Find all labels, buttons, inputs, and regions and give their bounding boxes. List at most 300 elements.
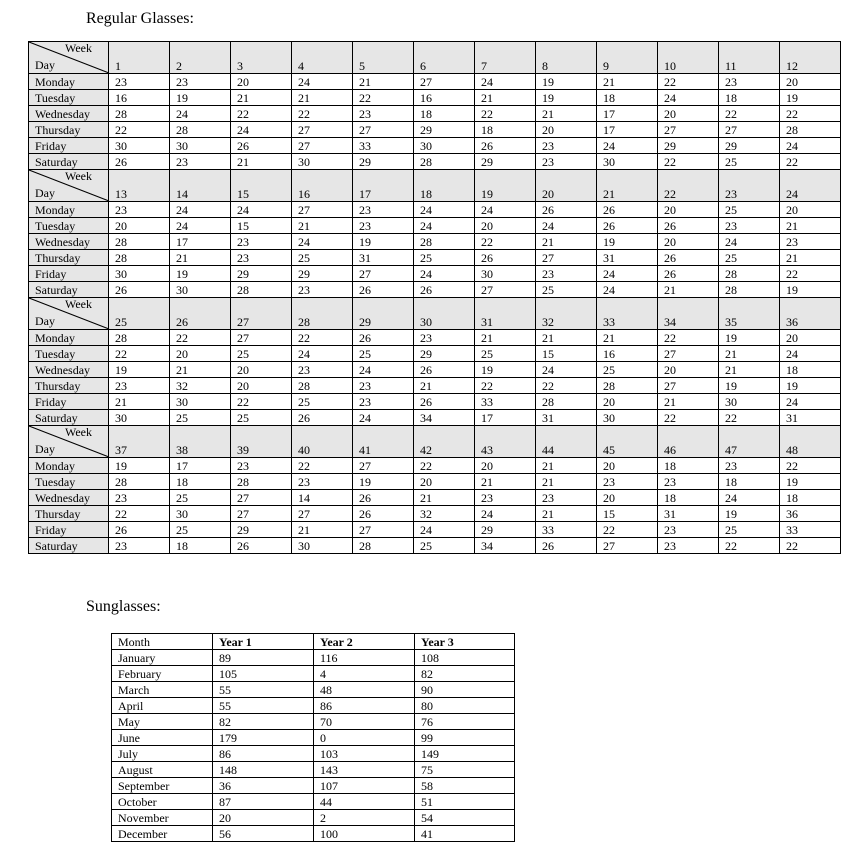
sales-value: 28 [109,330,170,346]
sales-value: 18 [597,90,658,106]
sales-value: 24 [231,202,292,218]
week-number: 16 [292,170,353,202]
sales-value: 29 [719,138,780,154]
sales-value: 23 [109,202,170,218]
sales-value: 28 [109,250,170,266]
sales-value: 30 [292,154,353,170]
sales-value: 27 [719,122,780,138]
day-name: Thursday [29,506,109,522]
sales-value: 18 [719,474,780,490]
day-name: Friday [29,394,109,410]
month-row [112,682,515,698]
week-number: 40 [292,426,353,458]
sales-value: 26 [658,266,719,282]
sales-value: 26 [475,250,536,266]
week-number: 11 [719,42,780,74]
sales-value: 23 [658,474,719,490]
sales-value: 21 [536,458,597,474]
week-number: 7 [475,42,536,74]
sales-value: 29 [475,522,536,538]
sales-value: 20 [475,458,536,474]
sales-value: 24 [536,218,597,234]
sales-value: 25 [719,522,780,538]
sales-value: 26 [353,490,414,506]
sales-value: 18 [780,490,841,506]
sales-value: 19 [780,474,841,490]
sales-value: 22 [780,538,841,554]
sales-value: 21 [536,106,597,122]
week-number: 29 [353,298,414,330]
sales-value: 23 [109,538,170,554]
sales-value: 23 [231,250,292,266]
sales-value: 25 [719,250,780,266]
sales-value: 24 [597,138,658,154]
sales-value: 22 [719,538,780,554]
week-day-corner-cell [29,298,109,330]
sales-value: 23 [658,522,719,538]
day-row [29,410,841,426]
sales-value: 22 [597,522,658,538]
regular-glasses-table [28,41,841,554]
sunglasses-value: 48 [314,682,415,698]
day-row [29,122,841,138]
sunglasses-value: 55 [213,682,314,698]
sales-value: 27 [292,122,353,138]
sales-value: 24 [658,90,719,106]
sales-value: 21 [536,506,597,522]
week-number: 33 [597,298,658,330]
sales-value: 23 [719,458,780,474]
day-name: Saturday [29,282,109,298]
sales-value: 29 [292,266,353,282]
sunglasses-value: 143 [314,762,415,778]
sales-value: 25 [292,394,353,410]
sunglasses-value: 44 [314,794,415,810]
sales-value: 28 [109,474,170,490]
sales-value: 25 [475,346,536,362]
sales-value: 20 [780,330,841,346]
month-header: Month [112,634,213,650]
sales-value: 28 [292,378,353,394]
week-number: 12 [780,42,841,74]
sunglasses-header-row [112,634,515,650]
week-number: 35 [719,298,780,330]
sales-value: 22 [780,106,841,122]
sales-value: 20 [170,346,231,362]
sales-value: 26 [353,330,414,346]
sales-value: 31 [658,506,719,522]
sales-value: 22 [658,410,719,426]
sales-value: 22 [780,154,841,170]
day-row [29,266,841,282]
sales-value: 19 [353,474,414,490]
sales-value: 21 [658,394,719,410]
sales-value: 27 [353,266,414,282]
sales-value: 23 [536,490,597,506]
sales-value: 22 [475,106,536,122]
sales-value: 30 [170,282,231,298]
week-number: 18 [414,170,475,202]
sales-value: 20 [780,202,841,218]
month-name: December [112,826,213,842]
sales-value: 18 [170,538,231,554]
sales-value: 29 [414,346,475,362]
sales-value: 30 [292,538,353,554]
sales-value: 24 [414,522,475,538]
sunglasses-value: 87 [213,794,314,810]
sales-value: 24 [536,362,597,378]
sales-value: 21 [292,522,353,538]
sales-value: 20 [597,458,658,474]
sales-value: 25 [170,522,231,538]
sales-value: 25 [231,346,292,362]
sales-value: 22 [414,458,475,474]
week-header-row [29,298,841,330]
week-number: 17 [353,170,414,202]
sales-value: 21 [292,90,353,106]
sales-value: 24 [414,266,475,282]
regular-glasses-heading: Regular Glasses: [86,10,194,27]
sales-value: 22 [353,90,414,106]
sales-value: 27 [414,74,475,90]
day-label: Day [35,186,55,200]
sales-value: 19 [536,74,597,90]
week-label: Week [64,425,92,439]
sales-value: 24 [353,410,414,426]
sales-value: 26 [353,282,414,298]
sales-value: 27 [536,250,597,266]
sales-value: 28 [231,282,292,298]
sunglasses-value: 41 [415,826,515,842]
sales-value: 26 [414,394,475,410]
sales-value: 27 [231,506,292,522]
day-name: Wednesday [29,106,109,122]
week-header-row [29,426,841,458]
sales-value: 21 [780,250,841,266]
sales-value: 21 [170,362,231,378]
sales-value: 20 [231,74,292,90]
day-name: Monday [29,74,109,90]
sunglasses-value: 108 [415,650,515,666]
week-label: Week [64,41,92,55]
sales-value: 20 [658,362,719,378]
sales-value: 19 [780,282,841,298]
day-name: Tuesday [29,346,109,362]
sales-value: 19 [475,362,536,378]
week-day-corner-cell [29,426,109,458]
week-number: 5 [353,42,414,74]
sales-value: 23 [292,362,353,378]
day-row [29,506,841,522]
sales-value: 23 [353,378,414,394]
week-number: 25 [109,298,170,330]
sales-value: 19 [170,266,231,282]
sunglasses-value: 82 [415,666,515,682]
sales-value: 27 [597,538,658,554]
sunglasses-value: 99 [415,730,515,746]
sales-value: 22 [292,330,353,346]
week-number: 32 [536,298,597,330]
sales-value: 23 [109,378,170,394]
sales-value: 19 [536,90,597,106]
sales-value: 23 [536,138,597,154]
sales-value: 23 [414,330,475,346]
sales-value: 17 [597,122,658,138]
sales-value: 28 [780,122,841,138]
day-row [29,362,841,378]
month-name: February [112,666,213,682]
day-row [29,474,841,490]
sales-value: 30 [170,138,231,154]
sales-value: 22 [231,394,292,410]
sales-value: 34 [414,410,475,426]
week-number: 1 [109,42,170,74]
sales-value: 24 [780,346,841,362]
sales-value: 23 [292,282,353,298]
sales-value: 23 [597,474,658,490]
week-number: 46 [658,426,719,458]
sales-value: 27 [658,378,719,394]
day-row [29,218,841,234]
sales-value: 28 [719,266,780,282]
week-number: 43 [475,426,536,458]
week-number: 30 [414,298,475,330]
day-row [29,234,841,250]
sales-value: 18 [414,106,475,122]
day-name: Tuesday [29,90,109,106]
sales-value: 28 [353,538,414,554]
sales-value: 21 [536,474,597,490]
sales-value: 24 [170,202,231,218]
sunglasses-heading: Sunglasses: [86,598,161,615]
sales-value: 24 [170,106,231,122]
week-number: 37 [109,426,170,458]
sales-value: 30 [170,506,231,522]
sales-value: 26 [536,538,597,554]
day-name: Monday [29,330,109,346]
sales-value: 22 [109,122,170,138]
sales-value: 31 [353,250,414,266]
sales-value: 24 [414,202,475,218]
sales-value: 14 [292,490,353,506]
sales-value: 22 [475,234,536,250]
sales-value: 18 [170,474,231,490]
month-name: September [112,778,213,794]
month-row [112,730,515,746]
day-label: Day [35,442,55,456]
sales-value: 23 [353,394,414,410]
sales-value: 23 [292,474,353,490]
sales-value: 19 [597,234,658,250]
week-number: 47 [719,426,780,458]
sunglasses-value: 86 [314,698,415,714]
sunglasses-value: 100 [314,826,415,842]
sales-value: 24 [353,362,414,378]
day-row [29,458,841,474]
sales-value: 22 [231,106,292,122]
sales-value: 18 [658,490,719,506]
sales-value: 26 [109,282,170,298]
sales-value: 24 [292,74,353,90]
sunglasses-value: 54 [415,810,515,826]
sales-value: 21 [719,362,780,378]
sales-value: 29 [475,154,536,170]
sales-value: 23 [231,458,292,474]
sunglasses-value: 56 [213,826,314,842]
sales-value: 24 [597,282,658,298]
day-name: Thursday [29,122,109,138]
sales-value: 25 [353,346,414,362]
sales-value: 18 [780,362,841,378]
month-name: January [112,650,213,666]
sales-value: 22 [658,330,719,346]
sales-value: 22 [475,378,536,394]
sales-value: 27 [231,330,292,346]
sales-value: 21 [109,394,170,410]
sales-value: 23 [353,202,414,218]
sales-value: 21 [597,74,658,90]
week-number: 19 [475,170,536,202]
week-number: 15 [231,170,292,202]
sales-value: 26 [109,154,170,170]
month-name: October [112,794,213,810]
sales-value: 20 [780,74,841,90]
sales-value: 20 [658,202,719,218]
sunglasses-value: 58 [415,778,515,794]
day-label: Day [35,58,55,72]
sales-value: 28 [597,378,658,394]
sunglasses-value: 80 [415,698,515,714]
sales-value: 26 [658,250,719,266]
day-row [29,394,841,410]
week-number: 26 [170,298,231,330]
sales-value: 27 [658,346,719,362]
week-number: 48 [780,426,841,458]
sales-value: 24 [780,138,841,154]
sales-value: 20 [658,106,719,122]
sales-value: 20 [475,218,536,234]
sales-value: 22 [780,266,841,282]
week-number: 36 [780,298,841,330]
sales-value: 23 [719,218,780,234]
week-header-row [29,42,841,74]
sales-value: 20 [536,122,597,138]
sunglasses-value: 70 [314,714,415,730]
sales-value: 19 [109,458,170,474]
sunglasses-value: 90 [415,682,515,698]
sales-value: 16 [597,346,658,362]
day-name: Wednesday [29,490,109,506]
sales-value: 27 [353,458,414,474]
week-number: 23 [719,170,780,202]
day-row [29,282,841,298]
sunglasses-value: 89 [213,650,314,666]
sales-value: 21 [475,474,536,490]
sales-value: 25 [414,250,475,266]
month-row [112,666,515,682]
sales-value: 25 [292,250,353,266]
week-number: 27 [231,298,292,330]
sunglasses-value: 82 [213,714,314,730]
sunglasses-value: 76 [415,714,515,730]
sales-value: 19 [719,378,780,394]
week-number: 13 [109,170,170,202]
month-row [112,810,515,826]
sunglasses-value: 149 [415,746,515,762]
sunglasses-value: 75 [415,762,515,778]
day-row [29,138,841,154]
sales-value: 30 [414,138,475,154]
sales-value: 21 [231,90,292,106]
day-name: Saturday [29,410,109,426]
week-day-corner-cell [29,42,109,74]
sales-value: 16 [109,90,170,106]
sales-value: 19 [719,506,780,522]
sales-value: 22 [658,154,719,170]
sales-value: 20 [231,362,292,378]
month-row [112,714,515,730]
sales-value: 30 [109,266,170,282]
sunglasses-value: 148 [213,762,314,778]
sales-value: 30 [475,266,536,282]
sales-value: 25 [231,410,292,426]
sunglasses-table [111,633,515,842]
week-number: 20 [536,170,597,202]
sales-value: 28 [719,282,780,298]
sales-value: 20 [597,394,658,410]
sales-value: 31 [536,410,597,426]
year-2-header: Year 2 [314,634,415,650]
week-number: 31 [475,298,536,330]
day-row [29,106,841,122]
month-row [112,746,515,762]
sales-value: 24 [292,234,353,250]
sales-value: 20 [658,234,719,250]
sales-value: 22 [719,106,780,122]
week-number: 8 [536,42,597,74]
sales-value: 21 [414,490,475,506]
day-label: Day [35,314,55,328]
sales-value: 34 [475,538,536,554]
sales-value: 30 [109,138,170,154]
day-name: Saturday [29,154,109,170]
sales-value: 31 [597,250,658,266]
day-name: Thursday [29,250,109,266]
sales-value: 20 [414,474,475,490]
month-row [112,826,515,842]
day-row [29,490,841,506]
sales-value: 26 [475,138,536,154]
sales-value: 26 [292,410,353,426]
sales-value: 20 [231,378,292,394]
sales-value: 27 [475,282,536,298]
sunglasses-value: 116 [314,650,415,666]
sales-value: 19 [353,234,414,250]
sales-value: 33 [353,138,414,154]
day-row [29,538,841,554]
sales-value: 28 [536,394,597,410]
week-number: 38 [170,426,231,458]
sales-value: 17 [170,234,231,250]
year-1-header: Year 1 [213,634,314,650]
sales-value: 21 [597,330,658,346]
sales-value: 23 [658,538,719,554]
sales-value: 24 [719,234,780,250]
sales-value: 23 [475,490,536,506]
sales-value: 20 [109,218,170,234]
sales-value: 19 [109,362,170,378]
sales-value: 21 [292,218,353,234]
